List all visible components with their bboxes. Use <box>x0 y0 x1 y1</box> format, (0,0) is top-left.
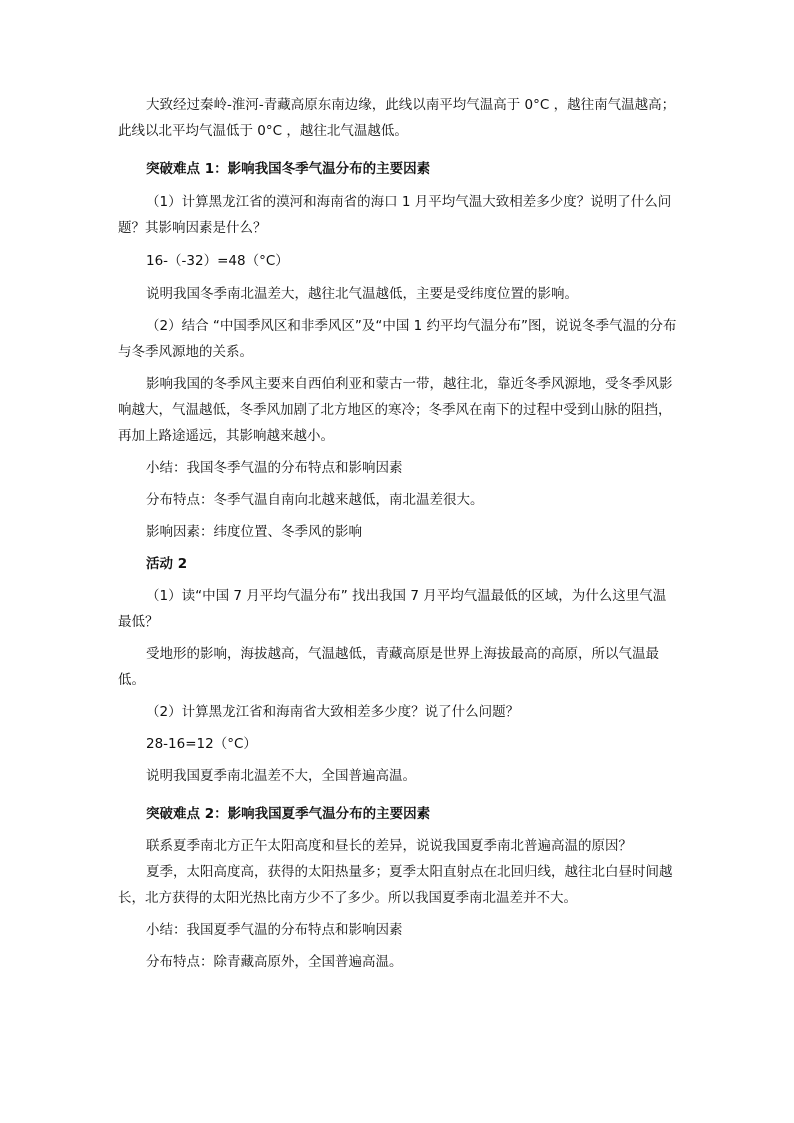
question-1-summer: （1）读“中国 7 月平均气温分布” 找出我国 7 月平均气温最低的区域，为什么这里气温最低？ <box>118 588 667 630</box>
heading-activity-2: 活动 2 <box>146 556 188 572</box>
heading-difficulty-2: 突破难点 2：影响我国夏季气温分布的主要因素 <box>146 806 431 822</box>
answer-2-winter: 影响我国的冬季风主要来自西伯利亚和蒙古一带，越往北，靠近冬季风源地，受冬季风影响越大，气温越低，冬季风加剧了北方地区的寒冷；冬季风在南下的过程中受到山脉的阻挡，再加上路途遥远，其影响越来越小。 <box>118 376 673 444</box>
formula-summer-difference: 28-16=12（°C） <box>146 736 257 752</box>
question-2-winter: （2）结合 “中国季风区和非季风区”及“中国 1 约平均气温分布”图，说说冬季气温的分布与冬季风源地的关系。 <box>118 318 677 360</box>
summary-winter-title: 小结：我国冬季气温的分布特点和影响因素 <box>146 460 403 476</box>
answer-summer-sun: 夏季，太阳高度高，获得的太阳热量多；夏季太阳直射点在北回归线，越往北白昼时间越长，北方获得的太阳光热比南方少不了多少。所以我国夏季南北温差并不大。 <box>118 864 673 906</box>
summary-summer-distribution: 分布特点：除青藏高原外，全国普遍高温。 <box>146 954 403 970</box>
answer-2-summer: 说明我国夏季南北温差不大，全国普遍高温。 <box>146 768 416 784</box>
summary-winter-distribution: 分布特点：冬季气温自南向北越来越低，南北温差很大。 <box>146 492 484 508</box>
paragraph-isotherm-line: 大致经过秦岭-淮河-青藏高原东南边缘，此线以南平均气温高于 0°C ，越往南气温越高；此线以北平均气温低于 0°C ，越往北气温越低。 <box>118 97 676 139</box>
formula-winter-difference: 16-（-32）=48（°C） <box>146 253 289 269</box>
heading-difficulty-1: 突破难点 1：影响我国冬季气温分布的主要因素 <box>146 161 431 177</box>
question-2-summer: （2）计算黑龙江省和海南省大致相差多少度？说了什么问题？ <box>146 704 520 720</box>
question-1-winter: （1）计算黑龙江省的漠河和海南省的海口 1 月平均气温大致相差多少度？说明了什么问题？其影响因素是什么？ <box>118 194 672 236</box>
summary-summer-title: 小结：我国夏季气温的分布特点和影响因素 <box>146 922 403 938</box>
document-body <box>118 92 678 975</box>
summary-winter-factors: 影响因素：纬度位置、冬季风的影响 <box>146 524 362 540</box>
question-summer-sun: 联系夏季南北方正午太阳高度和昼长的差异，说说我国夏季南北普遍高温的原因？ <box>146 838 632 854</box>
answer-1-summer: 受地形的影响，海拔越高，气温越低，青藏高原是世界上海拔最高的高原，所以气温最低。 <box>118 646 659 688</box>
answer-1-winter: 说明我国冬季南北温差大，越往北气温越低，主要是受纬度位置的影响。 <box>146 286 578 302</box>
